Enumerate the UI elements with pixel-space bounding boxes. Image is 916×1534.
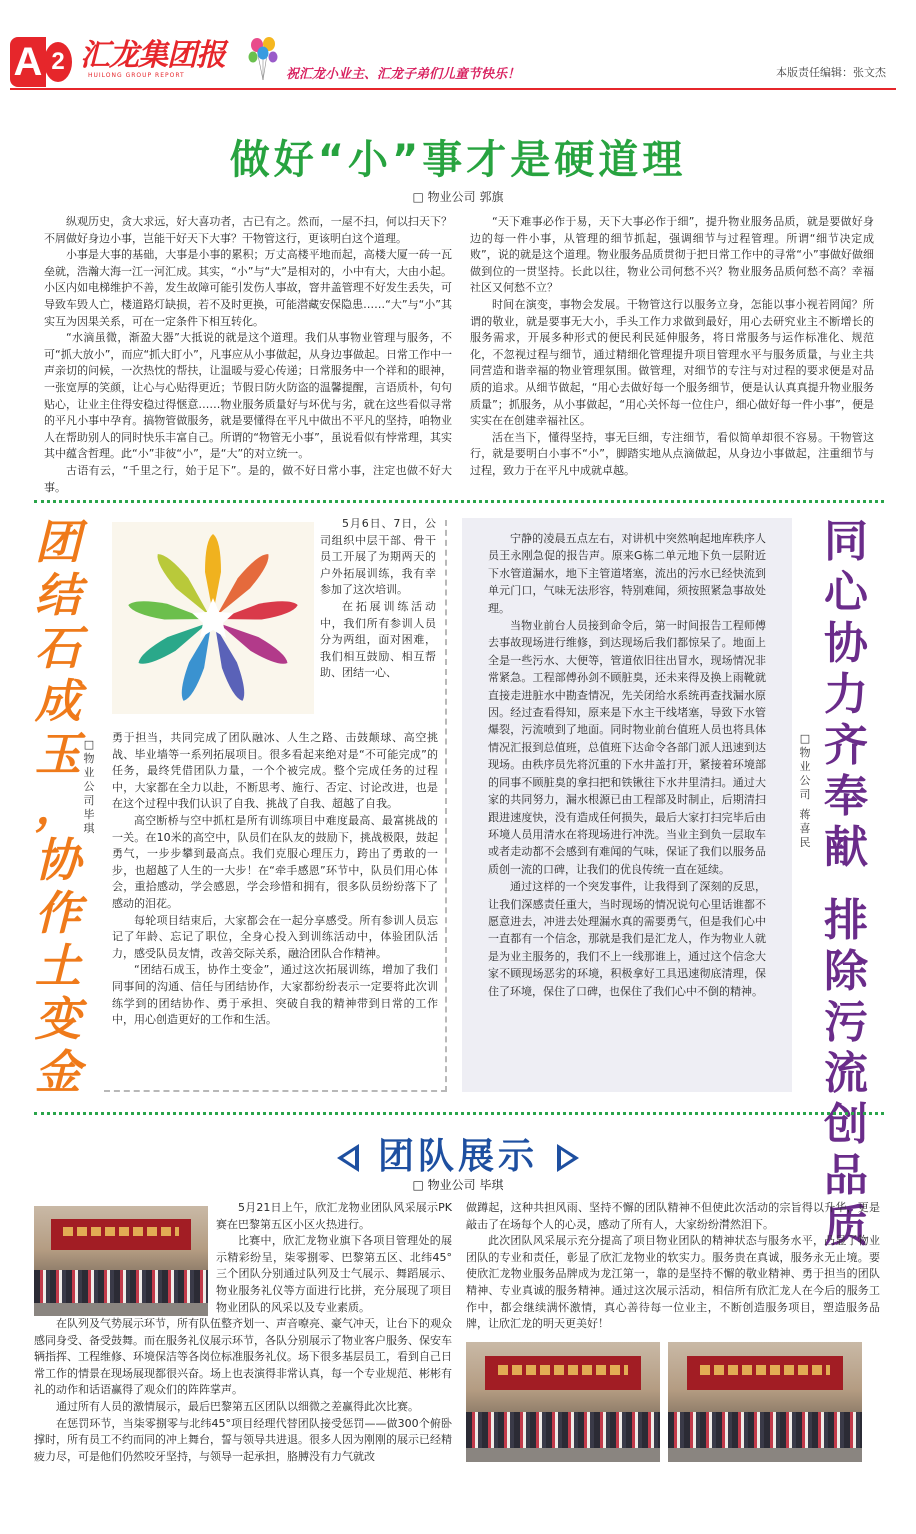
paragraph: 活在当下，懂得坚持，事无巨细，专注细节，看似简单却很不容易。干物管这行，就是要明白小事不“小”，脚踏实地从点滴做起，从身边小事做起，注重细节与过程，致力于在平凡中成就卓越。 — [470, 430, 874, 477]
team-photo-left — [466, 1342, 660, 1462]
title-char: ， — [35, 780, 81, 834]
title-char: 品 — [824, 1150, 868, 1201]
paragraph-continuation: 做蹲起，这种共担风雨、坚持不懈的团队精神不但使此次活动的宗旨得以升华，更是敲击了在场每个人的心灵，感动了所有人，大家纷纷潸然泪下。 — [466, 1201, 880, 1231]
paragraph: 时间在演变，事物会发展。干物管这行以服务立身，怎能以事小视若罔闻？所谓的敬业，就是要事无大小，手头工作力求做到最好，用心去研究业主不断增长的服务需求，开展多种形式的便民利民延伸服务，将日常服务与运作标准化、规范化，不忽视过程与细节，通过精细化管理提升项目管理水平与服务质量，与业主共同营造和谐幸福的物业管理氛围。做管理，对细节的专注与对过程的要求便是对品质的追求。从细节做起，“用心去做好每一个服务细节，便是认认真真提升物业服务质量”；抓服务，从小事做起，“用心关怀每一位住户，细心做好每一件小事”，便是实实在在创建幸福社区。 — [470, 297, 874, 428]
team-performance-photo — [34, 1206, 208, 1316]
author-char: 民 — [799, 836, 811, 849]
article1-left-column — [44, 214, 452, 496]
triangle-right-icon — [557, 1144, 579, 1172]
author-char: 物 — [799, 746, 811, 759]
author-char: 司 — [799, 788, 811, 801]
paragraph: 古语有云，“千里之行，始于足下”。是的，做不好日常小事，注定也做不好大事。 — [44, 463, 452, 494]
article4-title-wrap — [0, 1128, 916, 1179]
article2-beside-image — [320, 516, 436, 682]
header-divider — [10, 88, 896, 90]
paragraph: “团结石成玉，协作土变金”，通过这次拓展训练，增加了我们同事间的沟通、信任与团结协作，大家都纷纷表示一定要将此次训练学到的团结协作、勇于承担、突破自我的精神带到日常的工作中，用心创造更好的工作和生活。 — [112, 963, 438, 1027]
paragraph: 5月21日上午，欣汇龙物业团队风采展示PK赛在巴黎第五区小区火热进行。 — [216, 1201, 452, 1231]
team-photo-right — [668, 1342, 862, 1462]
title-char: 除 — [824, 946, 868, 997]
paragraph: 宁静的凌晨五点左右，对讲机中突然响起地库秩序人员王永刚急促的报告声。原来G栋二单元地下负一层附近下水管道漏水，地下主管道堵塞，流出的污水已经快流到单元门口，气味无法形容，特别难闻，须按照紧急事故处理。 — [488, 532, 766, 615]
article2-body — [112, 730, 438, 1029]
author-char: 物 — [83, 752, 95, 765]
author-char: 公 — [83, 780, 95, 793]
title-char: 力 — [824, 669, 868, 720]
author-char: 业 — [83, 766, 95, 779]
title-char: 协 — [35, 833, 81, 887]
title-char: 石 — [35, 621, 81, 675]
title-char: 排 — [824, 895, 868, 946]
author-char: 琪 — [83, 822, 95, 835]
paragraph: 通过这样的一个突发事件，让我得到了深刻的反思，让我们深感责任重大，当时现场的情况说句心里话谁都不愿意进去，冲进去处理漏水真的需要勇气，但是我们心中一直都有一个信念，那就是我们是汇龙人，作为物业人就是为业主服务的，我们不上一线那谁上，通过这个信念大家不顾现场恶劣的环境，积极拿好工具迅速彻底清理，保住了环境，保住了口碑，也保住了我们心中不倒的精神。 — [488, 880, 766, 998]
paragraph: 在拓展训练活动中，我们所有参训人员分为两组，面对困难，我们相互鼓励、相互帮助、团结一心、 — [320, 599, 436, 680]
article2-author — [78, 738, 100, 836]
title-char: 同 — [824, 516, 868, 567]
author-char: □ — [83, 738, 95, 751]
title-char: 结 — [35, 568, 81, 622]
article3-body — [488, 530, 766, 1000]
paragraph: 纵观历史，贪大求远，好大喜功者，古已有之。然而，一屋不扫，何以扫天下？不屑做好身边小事，岂能干好天下大事？干物管这行，更该明白这个道理。 — [44, 215, 452, 245]
page-number-badge — [10, 37, 70, 87]
article1-right-column — [470, 214, 874, 480]
title-char: 创 — [824, 1099, 868, 1150]
title-char: 作 — [35, 886, 81, 940]
paragraph: 在队列及气势展示环节，所有队伍整齐划一、声音嘹亮、豪气冲天，让台下的观众感同身受、备受鼓舞。而在服务礼仪展示环节，各队分别展示了物业客户服务、保安车辆指挥、工程维修、环境保洁等各岗位标准服务礼仪。场下很多基层员工，看到自己日常工作的情景在现场展现都很兴奋。场上也表演得非常认真，每一个专业规范、彬彬有礼的动作和话语赢得了观众们的阵阵掌声。 — [34, 1317, 452, 1397]
title-char: 成 — [35, 674, 81, 728]
paragraph: “水滴虽微，渐盈大器”大抵说的就是这个道理。我们从事物业管理与服务，不可“抓大放小”，而应“抓大盯小”，凡事应从小事做起，从身边事做起。日常工作中一声亲切的问候，一次热忱的帮扶，让温暖与爱心传递；日常服务中一个祥和的眼神，一张宽厚的笑颜，让心与心贴得更近；节假日防火防盗的温馨提醒，言语质朴，句句贴心，让业主住得安稳过得惬意……物业服务质量好与坏优与劣，就在这些看似寻常的平凡小事中孕育。搞物管做服务，就是要懂得在平凡中做出不平凡的坚持，咱物业人在帮助别人的同时快乐丰富自己。所谓的“物管无小事”，虽说看似有悖常理，其实其中蕴含哲理。此“小”非彼“小”，是“大”的对立统一。 — [44, 331, 452, 461]
author-char: 司 — [83, 794, 95, 807]
paragraph: “天下难事必作于易，天下大事必作于细”，提升物业服务品质，就是要做好身边的每一件小事，从管理的细节抓起，强调细节与过程管理。所谓“细节决定成败”，说的就是这个道理。物业服务品质贯彻于把日常工作中的寻常“小”事做好做细做到位的一贯坚持。长此以往，物业公司何愁不兴？物业服务品质何愁不高？幸福社区又何愁不立？ — [470, 215, 874, 295]
title-char: 流 — [824, 1048, 868, 1099]
title-char: 协 — [824, 618, 868, 669]
title-char: 变 — [35, 992, 81, 1046]
page-letter: A — [10, 37, 46, 87]
paragraph: 每轮项目结束后，大家都会在一起分享感受。所有参训人员忘记了年龄、忘记了职位，全身心投入到训练活动中，体验团队活力，感受队员友情，改善交际关系，融洽团队合作精神。 — [112, 913, 438, 960]
article4-right-column — [466, 1200, 880, 1333]
title-char: 团 — [35, 515, 81, 569]
paragraph: 在惩罚环节，当柒零捌零与北纬45°项目经理代替团队接受惩罚——做300个俯卧撑时，所有员工不约而同的冲上舞台，誓与领导共进退。很多人因为刚刚的展示已经精疲力尽，可是他们仍然咬牙坚持，与领导一起承担，胳膊没有力气就改 — [34, 1416, 452, 1463]
title-char: 奉 — [824, 771, 868, 822]
title-char — [808, 873, 884, 895]
title-char: 污 — [824, 997, 868, 1048]
title-char: 质 — [824, 1201, 868, 1252]
article1-author: □ 物业公司 郭旗 — [412, 190, 504, 204]
section-divider — [34, 1112, 884, 1115]
logo-chinese: 汇龙集团报 — [80, 38, 225, 73]
logo-english: HUILONG GROUP REPORT — [88, 72, 185, 79]
balloons-icon — [248, 36, 278, 80]
newspaper-logo — [80, 40, 240, 80]
triangle-left-icon — [337, 1144, 359, 1172]
paragraph-continuation: 勇于担当，共同完成了团队融冰、人生之路、击鼓颠球、高空挑战、毕业墙等一系列拓展项目。很多看起来绝对是“不可能完成”的任务，最终凭借团队力量，一个个被完成。整个完成任务的过程中，大家都在全力以赴，不断思考、施行、否定、讨论改进，也是在这个过程中我们认识了自我、挑战了自我、超越了自我。 — [112, 731, 438, 811]
author-char: 喜 — [799, 822, 811, 835]
author-char: □ — [799, 732, 811, 745]
page-number: 2 — [44, 42, 72, 82]
author-char: 毕 — [83, 808, 95, 821]
author-char: 蒋 — [799, 808, 811, 821]
article1-title: 做好“小”事才是硬道理 — [229, 137, 687, 183]
author-char: 业 — [799, 760, 811, 773]
section-divider — [34, 500, 884, 503]
responsible-editor: 本版责任编辑：张文杰 — [776, 66, 886, 79]
title-char: 土 — [35, 939, 81, 993]
title-char: 金 — [35, 1045, 81, 1099]
paragraph: 高空断桥与空中抓杠是所有训练项目中难度最高、最富挑战的一关。在10米的高空中，队员们在队友的鼓励下，挑战极限，鼓起勇气，一步步攀到最高点。我们克服心理压力，跨出了勇敢的一步，也超越了人生的一大步！在“牵手感恩”环节中，队员们用心体会，重拾感动，学会感恩，学会珍惜和拥有，很多队员纷纷落下了感动的泪花。 — [112, 813, 438, 910]
paragraph: 通过所有人员的激情展示，最后巴黎第五区团队以细微之差赢得此次比赛。 — [56, 1399, 419, 1413]
title-char: 献 — [824, 822, 868, 873]
title-char: 齐 — [824, 720, 868, 771]
article4-beside-photo — [216, 1200, 452, 1316]
title-char: 玉 — [35, 727, 81, 781]
paragraph: 5月6日、7日，公司组织中层干部、骨干员工开展了为期两天的户外拓展训练，我有幸参加了这次培训。 — [320, 517, 436, 597]
paragraph: 比赛中，欣汇龙物业旗下各项目管理处的展示精彩纷呈，柒零捌零、巴黎第五区、北纬45°三个团队分别通过队列及士气展示、舞蹈展示、物业服务礼仪等方面进行比拼，充分展现了项目物业团队的风采以及专业素质。 — [216, 1234, 452, 1314]
article4-body — [34, 1316, 452, 1465]
teamwork-hands-illustration — [112, 522, 314, 714]
paragraph: 小事是大事的基础，大事是小事的累积；万丈高楼平地而起，高楼大厦一砖一瓦垒就，浩瀚大海一江一河汇成。其实，“小”与“大”是相对的，小中有大，大由小起。小区内如电梯维护不善，发生故障可能引发伤人事故，窨井盖管理不好发生丢失，可导致车毁人亡，楼道路灯缺损，若不及时更换，可能潜藏安保隐患……“大”与“小”其实互为因果关系，可在一定条件下相互转化。 — [44, 248, 452, 328]
paragraph: 此次团队风采展示充分提高了项目物业团队的精神状态与服务水平，凸显了物业团队的专业和责任，彰显了欣汇龙物业的软实力。服务贵在真诚，服务永无止境。要使欣汇龙物业服务品牌成为龙江第一，靠的是坚持不懈的敬业精神、勇于担当的团队精神、专业真诚的服务精神。通过这次展示活动，相信所有欣汇龙人在今后的服务工作中，都会继续满怀激情，真心善待每一位业主，不断创造服务项目，塑造服务品牌，让欣汇龙的明天更美好！ — [466, 1234, 880, 1331]
greeting-text: 祝汇龙小业主、汇龙子弟们儿童节快乐！ — [286, 67, 521, 82]
paragraph: 当物业前台人员接到命令后，第一时间报告工程师傅去事故现场进行维修，到达现场后我们都惊呆了。地面上全是一些污水、大便等，管道依旧往出冒水，现场情况非常紧急。工程部傅孙剑不顾脏臭，还未来得及换上雨靴就直接走进脏水中勘查情况，先关闭给水系统再查找漏水原因。经过查看得知，原来是下水主干线堵塞，导致下水管爆裂，污流喷到了地面。同时物业前台值班人员也将具体情况汇报到总值班，总值班下达命令各部门派人迅速到达现场。由秩序员先将沉重的下水井盖打开，紧接着环境部的同事不顾脏臭的拿扫把和铁锹往下水井里清扫。通过大家的共同努力，漏水根源已由工程部及时制止，后期清扫跟进速度快，没有造成任何损失，最后大家打扫完毕后由环境人员用清水在将现场进行冲洗。当业主到负一层取车或者走动都不会感到有难闻的气味，保证了我们以服务品质创一流的口碑，让我们的优良传统一直在延续。 — [488, 619, 766, 876]
author-char: 公 — [799, 774, 811, 787]
article4-author: □ 物业公司 毕琪 — [412, 1178, 504, 1192]
title-char: 心 — [824, 567, 868, 618]
article4-title: 团队展示 — [377, 1135, 538, 1177]
